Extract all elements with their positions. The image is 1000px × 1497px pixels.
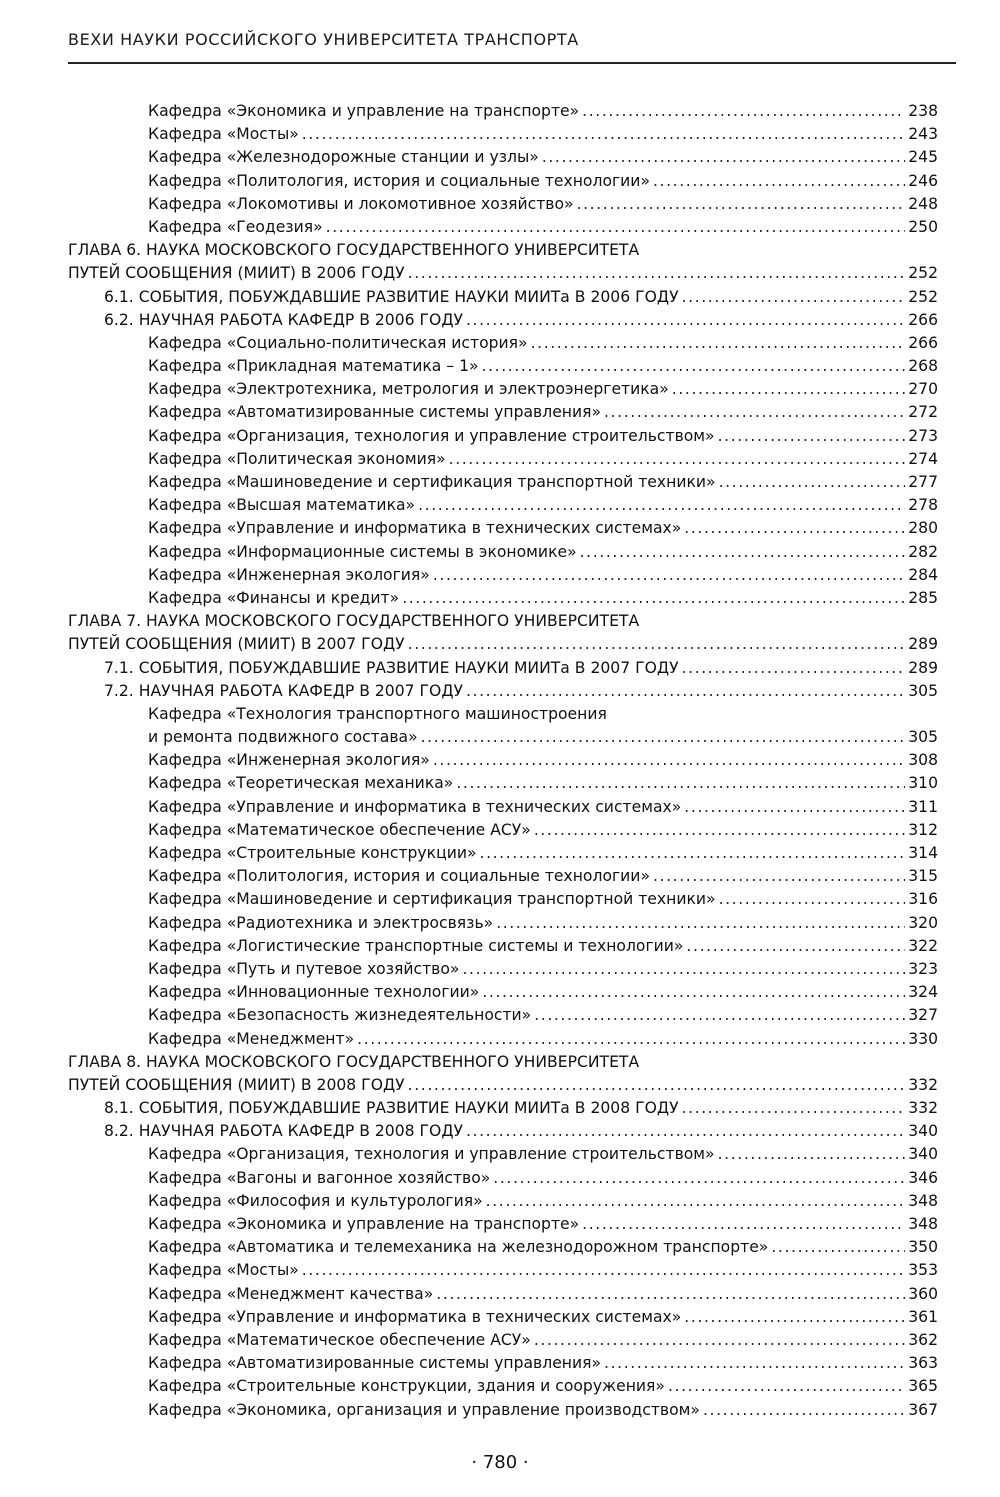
dot-leader (582, 1213, 905, 1236)
toc-entry (0, 888, 1000, 911)
toc-entry (0, 541, 1000, 564)
toc-entry (0, 633, 1000, 656)
toc-entry (0, 1352, 1000, 1375)
toc-entry-page: 346 (908, 1168, 938, 1187)
dot-leader (719, 471, 906, 494)
toc-entry-title: Кафедра «Политология, история и социальные технологии» (148, 171, 650, 190)
toc-entry-title: Кафедра «Инновационные технологии» (148, 983, 480, 1002)
toc-entry (0, 170, 1000, 193)
dot-leader (357, 1028, 905, 1051)
dot-leader (462, 958, 905, 981)
toc-entry-title: ГЛАВА 8. НАУКА МОСКОВСКОГО ГОСУДАРСТВЕННОГО УНИВЕРСИТЕТА (68, 1052, 640, 1071)
toc-entry (0, 703, 1000, 726)
toc-entry (0, 1120, 1000, 1143)
toc-entry-title: Кафедра «Экономика и управление на транспорте» (148, 1215, 580, 1233)
dot-leader (421, 726, 906, 749)
toc-entry (0, 1190, 1000, 1213)
dot-leader (577, 193, 906, 216)
dot-leader (604, 1352, 905, 1375)
toc-entry-page: 360 (908, 1284, 938, 1303)
toc-entry (0, 657, 1000, 680)
toc-entry-title: Кафедра «Логистические транспортные системы и технологии» (148, 936, 684, 955)
dot-leader (668, 1375, 905, 1398)
toc-entry (0, 1236, 1000, 1259)
toc-entry-page: 322 (908, 936, 938, 955)
toc-entry (0, 1329, 1000, 1352)
toc-entry-page: 332 (908, 1099, 938, 1118)
toc-entry-title: Кафедра «Политическая экономия» (148, 449, 446, 468)
dot-leader (672, 378, 905, 401)
dot-leader (684, 796, 905, 819)
toc-entry-title: Кафедра «Теоретическая механика» (148, 774, 454, 793)
toc-entry (0, 726, 1000, 749)
dot-leader (682, 1097, 906, 1120)
dot-leader (466, 1120, 905, 1143)
toc-entry (0, 1074, 1000, 1097)
toc-entry (0, 680, 1000, 703)
toc-entry-page: 367 (908, 1400, 938, 1419)
header-rule (68, 62, 956, 64)
toc-entry (0, 564, 1000, 587)
toc-entry (0, 517, 1000, 540)
toc-entry-page: 348 (908, 1191, 938, 1210)
dot-leader (496, 912, 905, 935)
toc-entry-title: ПУТЕЙ СООБЩЕНИЯ (МИИТ) В 2006 ГОДУ (68, 264, 405, 283)
toc-entry-page: 289 (908, 658, 938, 677)
toc-entry-page: 311 (908, 797, 938, 816)
toc-entry (0, 1097, 1000, 1120)
toc-entry-title: Кафедра «Вагоны и вагонное хозяйство» (148, 1168, 491, 1187)
toc-entry-title: ГЛАВА 7. НАУКА МОСКОВСКОГО ГОСУДАРСТВЕННОГО УНИВЕРСИТЕТА (68, 612, 640, 631)
toc-entry (0, 146, 1000, 169)
toc-entry (0, 100, 1000, 123)
dot-leader (302, 1259, 905, 1282)
dot-leader (534, 1329, 905, 1352)
toc-entry-page: 266 (908, 333, 938, 352)
toc-entry (0, 842, 1000, 865)
toc-entry-page: 324 (908, 983, 938, 1002)
toc-entry (0, 819, 1000, 842)
dot-leader (493, 1167, 905, 1190)
toc-entry (0, 935, 1000, 958)
toc-entry-title: ПУТЕЙ СООБЩЕНИЯ (МИИТ) В 2008 ГОДУ (68, 1075, 405, 1094)
toc-entry (0, 378, 1000, 401)
toc-entry-page: 323 (908, 959, 938, 978)
toc-entry-page: 285 (908, 588, 938, 607)
toc-entry (0, 587, 1000, 610)
dot-leader (456, 772, 905, 795)
toc-entry-page: 284 (908, 565, 938, 584)
toc-entry-title: ГЛАВА 6. НАУКА МОСКОВСКОГО ГОСУДАРСТВЕННОГО УНИВЕРСИТЕТА (68, 241, 640, 260)
toc-entry-title: Кафедра «Электротехника, метрология и электроэнергетика» (148, 380, 669, 399)
toc-entry (0, 401, 1000, 424)
toc-entry-page: 305 (908, 728, 938, 747)
toc-entry-title: 7.2. НАУЧНАЯ РАБОТА КАФЕДР В 2007 ГОДУ (104, 681, 463, 700)
toc-entry-title: Кафедра «Философия и культурология» (148, 1191, 483, 1210)
toc-entry-title: Кафедра «Железнодорожные станции и узлы» (148, 148, 539, 167)
toc-entry-page: 280 (908, 519, 938, 538)
dot-leader (482, 981, 905, 1004)
running-head-title: ВЕХИ НАУКИ РОССИЙСКОГО УНИВЕРСИТЕТА ТРАНСПОРТА (68, 30, 579, 49)
dot-leader (682, 657, 906, 680)
dot-leader (542, 146, 905, 169)
dot-leader (580, 541, 906, 564)
toc-entry (0, 262, 1000, 285)
toc-entry-page: 340 (908, 1145, 938, 1164)
toc-entry-page: 365 (908, 1377, 938, 1396)
toc-entry-title: Кафедра «Машиноведение и сертификация транспортной техники» (148, 890, 716, 909)
dot-leader (402, 587, 905, 610)
toc-entry-title: 8.2. НАУЧНАЯ РАБОТА КАФЕДР В 2008 ГОДУ (104, 1122, 463, 1141)
toc-entry (0, 1306, 1000, 1329)
toc-entry-page: 268 (908, 357, 938, 376)
toc-entry-title: Кафедра «Машиноведение и сертификация транспортной техники» (148, 473, 716, 491)
dot-leader (326, 216, 906, 239)
toc-entry-title: Кафедра «Прикладная математика – 1» (148, 357, 479, 376)
toc-entry (0, 332, 1000, 355)
dot-leader (433, 749, 905, 772)
dot-leader (408, 1074, 906, 1097)
toc-entry-title: Кафедра «Автоматизированные системы управления» (148, 1354, 602, 1373)
dot-leader (703, 1399, 905, 1422)
toc-entry-title: Кафедра «Локомотивы и локомотивное хозяйство» (148, 194, 574, 213)
toc-entry-title: Кафедра «Управление и информатика в технических системах» (148, 1307, 682, 1326)
toc-entry-title: Кафедра «Менеджмент качества» (148, 1284, 434, 1303)
toc-entry-page: 250 (908, 217, 938, 236)
toc-entry-title: Кафедра «Информационные системы в экономике» (148, 542, 577, 561)
dot-leader (684, 517, 905, 540)
toc-entry-page: 353 (908, 1261, 938, 1280)
toc-entry-title: Кафедра «Управление и информатика в технических системах» (148, 797, 682, 816)
toc-entry-title: Кафедра «Финансы и кредит» (148, 588, 400, 607)
toc-entry (0, 425, 1000, 448)
toc-entry (0, 123, 1000, 146)
toc-entry-page: 361 (908, 1307, 938, 1326)
toc-entry-title: Кафедра «Мосты» (148, 1261, 299, 1280)
toc-entry-title: Кафедра «Безопасность жизнедеятельности» (148, 1006, 532, 1025)
toc-entry (0, 610, 1000, 633)
dot-leader (718, 1143, 906, 1166)
toc-entry (0, 1051, 1000, 1074)
toc-entry (0, 981, 1000, 1004)
dot-leader (771, 1236, 905, 1259)
toc-entry (0, 958, 1000, 981)
toc-entry-page: 282 (908, 542, 938, 561)
toc-entry-title: Кафедра «Инженерная экология» (148, 565, 430, 584)
toc-entry-page: 245 (908, 148, 938, 167)
toc-entry-page: 270 (908, 380, 938, 399)
toc-entry-title: Кафедра «Технология транспортного машиностроения (148, 704, 607, 723)
toc-entry-title: Кафедра «Математическое обеспечение АСУ» (148, 1330, 531, 1349)
toc-entry-title: Кафедра «Геодезия» (148, 217, 323, 236)
toc-entry-page: 320 (908, 913, 938, 932)
toc-entry-title: 7.1. СОБЫТИЯ, ПОБУЖДАВШИЕ РАЗВИТИЕ НАУКИ МИИТа В 2007 ГОДУ (104, 658, 679, 677)
toc-entry-title: 6.1. СОБЫТИЯ, ПОБУЖДАВШИЕ РАЗВИТИЕ НАУКИ МИИТа В 2006 ГОДУ (104, 287, 679, 306)
toc-entry-page: 316 (908, 890, 938, 909)
toc-entry-title: Кафедра «Управление и информатика в технических системах» (148, 519, 682, 538)
toc-entry-title: Кафедра «Социально-политическая история» (148, 333, 528, 352)
toc-entry (0, 1259, 1000, 1282)
toc-entry-title: Кафедра «Строительные конструкции» (148, 844, 477, 862)
toc-entry (0, 1283, 1000, 1306)
toc-entry-page: 273 (908, 426, 938, 445)
toc-entry-page: 266 (908, 310, 938, 329)
toc-entry-title: 8.1. СОБЫТИЯ, ПОБУЖДАВШИЕ РАЗВИТИЕ НАУКИ МИИТа В 2008 ГОДУ (104, 1099, 679, 1118)
dot-leader (466, 680, 905, 703)
toc-entry-page: 362 (908, 1330, 938, 1349)
dot-leader (433, 564, 905, 587)
toc-entry-page: 348 (908, 1215, 938, 1233)
toc-entry-page: 278 (908, 496, 938, 515)
toc-entry-title: Кафедра «Менеджмент» (148, 1029, 355, 1048)
toc-entry (0, 912, 1000, 935)
dot-leader (604, 401, 905, 424)
dot-leader (449, 448, 906, 471)
toc-entry-page: 289 (908, 635, 938, 654)
toc-entry (0, 796, 1000, 819)
toc-entry-page: 315 (908, 867, 938, 886)
toc-entry-page: 272 (908, 403, 938, 422)
toc-entry-page: 308 (908, 751, 938, 770)
toc-entry (0, 1004, 1000, 1027)
toc-entry-title: 6.2. НАУЧНАЯ РАБОТА КАФЕДР В 2006 ГОДУ (104, 310, 463, 329)
toc-entry-title: Кафедра «Автоматика и телемеханика на железнодорожном транспорте» (148, 1238, 769, 1257)
toc-entry (0, 772, 1000, 795)
dot-leader (482, 355, 906, 378)
toc-entry-page: 238 (908, 102, 938, 120)
toc-entry (0, 865, 1000, 888)
toc-entry-title: Кафедра «Организация, технология и управление строительством» (148, 1145, 715, 1164)
dot-leader (531, 332, 906, 355)
toc-entry-page: 252 (908, 264, 938, 283)
dot-leader (719, 888, 906, 911)
dot-leader (480, 842, 906, 865)
table-of-contents (0, 100, 1000, 1422)
toc-entry-title: и ремонта подвижного состава» (148, 728, 418, 747)
dot-leader (436, 1283, 905, 1306)
toc-entry (0, 216, 1000, 239)
dot-leader (684, 1306, 905, 1329)
toc-entry-page: 252 (908, 287, 938, 306)
dot-leader (686, 935, 905, 958)
toc-entry-title: Кафедра «Экономика и управление на транспорте» (148, 102, 580, 120)
toc-entry (0, 1399, 1000, 1422)
toc-entry-page: 310 (908, 774, 938, 793)
toc-entry-title: Кафедра «Математическое обеспечение АСУ» (148, 820, 531, 839)
dot-leader (534, 1004, 905, 1027)
dot-leader (486, 1190, 906, 1213)
toc-entry-page: 305 (908, 681, 938, 700)
dot-leader (302, 123, 905, 146)
toc-entry-title: ПУТЕЙ СООБЩЕНИЯ (МИИТ) В 2007 ГОДУ (68, 635, 405, 654)
dot-leader (653, 170, 905, 193)
dot-leader (408, 262, 906, 285)
dot-leader (682, 286, 906, 309)
toc-entry (0, 1375, 1000, 1398)
toc-entry-title: Кафедра «Путь и путевое хозяйство» (148, 959, 460, 978)
toc-entry-title: Кафедра «Мосты» (148, 125, 299, 144)
dot-leader (718, 425, 906, 448)
toc-entry-title: Кафедра «Политология, история и социальные технологии» (148, 867, 650, 886)
toc-entry (0, 286, 1000, 309)
toc-entry (0, 1028, 1000, 1051)
page-number: · 780 · (471, 1452, 529, 1473)
toc-entry-title: Кафедра «Строительные конструкции, здания и сооружения» (148, 1377, 665, 1396)
toc-entry (0, 1167, 1000, 1190)
toc-entry-title: Кафедра «Высшая математика» (148, 496, 416, 515)
toc-entry-page: 350 (908, 1238, 938, 1257)
toc-entry-page: 314 (908, 844, 938, 862)
toc-entry-page: 363 (908, 1354, 938, 1373)
toc-entry-page: 312 (908, 820, 938, 839)
toc-entry (0, 355, 1000, 378)
toc-entry-page: 340 (908, 1122, 938, 1141)
dot-leader (653, 865, 905, 888)
toc-entry (0, 309, 1000, 332)
toc-entry (0, 494, 1000, 517)
toc-entry (0, 1213, 1000, 1236)
toc-entry (0, 239, 1000, 262)
toc-entry-page: 274 (908, 449, 938, 468)
dot-leader (466, 309, 905, 332)
toc-entry-page: 243 (908, 125, 938, 144)
toc-entry-title: Кафедра «Экономика, организация и управление производством» (148, 1400, 700, 1419)
toc-entry (0, 749, 1000, 772)
dot-leader (418, 494, 905, 517)
toc-entry (0, 193, 1000, 216)
toc-entry (0, 1143, 1000, 1166)
toc-entry-title: Кафедра «Организация, технология и управление строительством» (148, 426, 715, 445)
toc-entry-page: 330 (908, 1029, 938, 1048)
toc-entry-title: Кафедра «Радиотехника и электросвязь» (148, 913, 494, 932)
toc-entry-page: 327 (908, 1006, 938, 1025)
toc-entry-title: Кафедра «Инженерная экология» (148, 751, 430, 770)
toc-entry-title: Кафедра «Автоматизированные системы управления» (148, 403, 602, 422)
toc-entry-page: 277 (908, 473, 938, 491)
toc-entry-page: 332 (908, 1075, 938, 1094)
toc-entry-page: 248 (908, 194, 938, 213)
toc-entry (0, 448, 1000, 471)
toc-entry (0, 471, 1000, 494)
dot-leader (534, 819, 905, 842)
toc-entry-page: 246 (908, 171, 938, 190)
dot-leader (408, 633, 906, 656)
dot-leader (582, 100, 905, 123)
